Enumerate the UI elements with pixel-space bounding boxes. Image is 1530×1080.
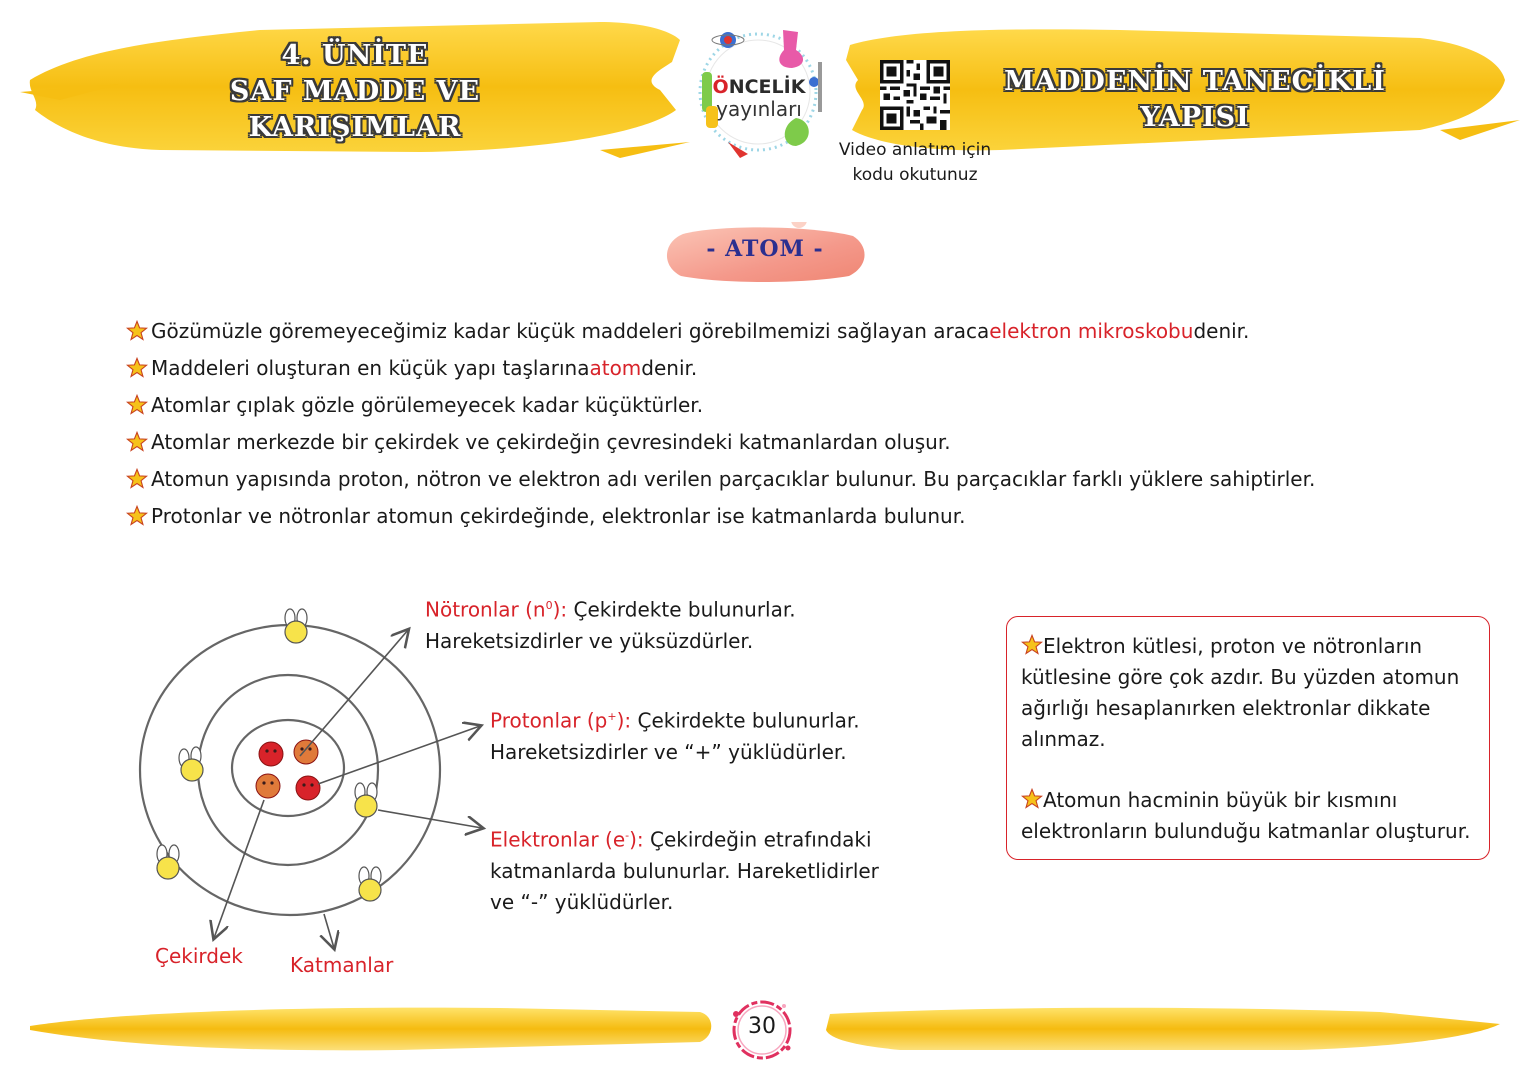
nucleus-particles <box>256 740 320 800</box>
unit-title-line3: KARIŞIMLAR <box>248 112 462 143</box>
arrow-core <box>214 800 264 938</box>
electron-description: Elektronlar (e-): Çekirdeğin etrafındaki katmanlarda bulunurlar. Hareketlidirler ve “-” yüklüdürler. <box>490 827 879 914</box>
arrow-electron <box>378 810 482 828</box>
topic-title-line1: MADDENİN TANECİKLİ <box>1004 66 1386 97</box>
arrow-neutron <box>300 630 408 756</box>
nucleus-boundary <box>232 720 344 816</box>
middle-shell <box>198 675 378 865</box>
info-paragraph: Atomun hacminin büyük bir kısmını elektronların bulunduğu katmanlar oluşturur. <box>1021 788 1471 843</box>
publisher-brand: ÖNCELİK <box>712 76 806 98</box>
list-item: Maddeleri oluşturan en küçük yapı taşlarına atom denir. <box>126 349 1426 386</box>
star-icon <box>1021 788 1043 810</box>
section-title: - ATOM - <box>706 236 824 262</box>
page-number: 30 <box>748 1014 776 1039</box>
qr-caption: Video anlatım için kodu okutunuz <box>838 140 992 185</box>
proton-description: Protonlar (p+): Çekirdekte bulunurlar. Hareketsizdirler ve “+” yüklüdürler. <box>490 708 860 764</box>
unit-title-line2: SAF MADDE VE <box>229 76 481 107</box>
publisher-subtitle: yayınları <box>716 97 802 121</box>
info-box <box>1006 616 1490 860</box>
list-item: Atomlar çıplak gözle görülemeyecek kadar küçüktürler. <box>126 386 1426 423</box>
shell-label: Katmanlar <box>290 953 394 977</box>
unit-title-line1: 4. ÜNİTE <box>281 40 429 71</box>
list-item: Atomlar merkezde bir çekirdek ve çekirdeğin çevresindeki katmanlardan oluşur. <box>126 423 1426 460</box>
list-item: Atomun yapısında proton, nötron ve elektron adı verilen parçacıklar bulunur. Bu parçacıklar farklı yüklere sahiptirler. <box>126 460 1426 497</box>
star-icon <box>1021 634 1043 656</box>
info-paragraph: Elektron kütlesi, proton ve nötronların kütlesine göre çok azdır. Bu yüzden atomun ağırlığı hesaplanırken elektronlar dikkate alınmaz. <box>1021 634 1460 751</box>
arrow-shell <box>324 914 334 948</box>
list-item: Protonlar ve nötronlar atomun çekirdeğinde, elektronlar ise katmanlarda bulunur. <box>126 497 1426 534</box>
topic-title-line2: YAPISI <box>1140 102 1250 133</box>
list-item: Gözümüzle göremeyeceğimiz kadar küçük maddeleri görebilmemizi sağlayan araca elektron mikroskobu denir. <box>126 312 1426 349</box>
neutron-description: Nötronlar $(n^0)$: Çekirdekte bulunurlar. Hareketsizdirler ve yüksüzdürler. <box>425 597 796 653</box>
core-label: Çekirdek <box>155 944 243 968</box>
